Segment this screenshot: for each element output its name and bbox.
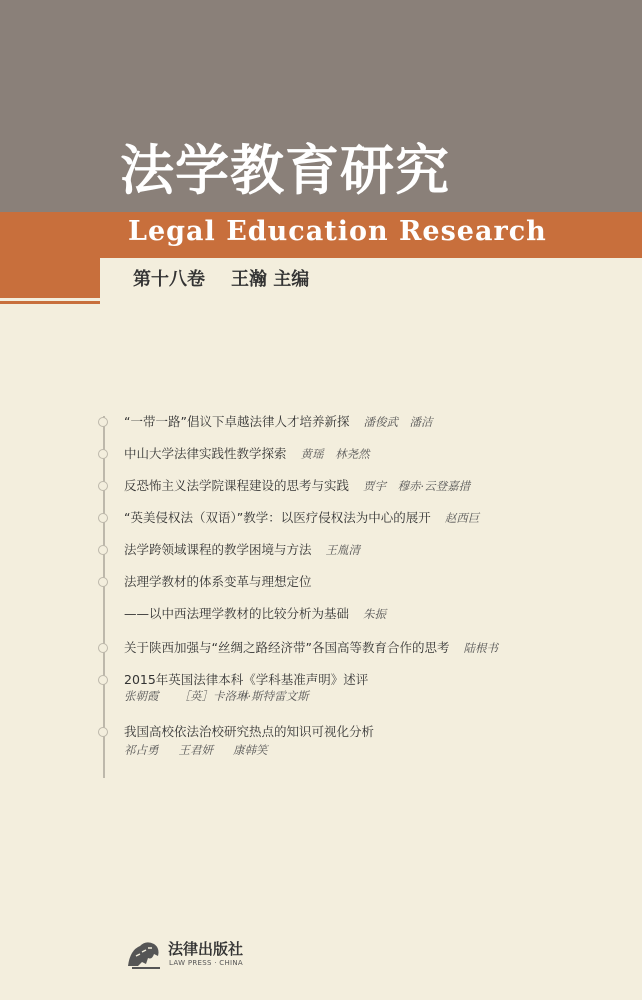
toc-author: 朱振	[363, 607, 387, 621]
toc-author: 陆根书	[463, 641, 498, 655]
toc-author: 赵西巨	[444, 511, 480, 525]
publisher-name-english: LAW PRESS · CHINA	[169, 959, 244, 967]
book-title-chinese: 法学教育研究	[120, 138, 450, 202]
publisher-logo-icon	[124, 936, 164, 972]
toc-bullet-icon	[98, 481, 108, 491]
toc-title: 我国高校依法治校研究热点的知识可视化分析	[124, 724, 375, 739]
toc-author: 黄瑶 林尧然	[300, 447, 370, 461]
toc-title: 法学跨领域课程的教学困境与方法	[124, 542, 312, 557]
toc-subtitle: ——以中西法理学教材的比较分析为基础	[124, 606, 350, 621]
toc-author: 祁占勇	[124, 743, 159, 757]
toc-timeline	[103, 416, 105, 778]
toc-bullet-icon	[98, 577, 108, 587]
toc-author: 王胤清	[325, 543, 361, 557]
toc-author: 康韩笑	[233, 743, 268, 757]
toc-bullet-icon	[98, 513, 108, 523]
publisher-name: 法律出版社	[168, 940, 244, 958]
toc-bullet-icon	[98, 449, 108, 459]
toc-author: 张朝霞	[124, 689, 159, 703]
cover-orange-block	[0, 258, 100, 298]
toc-author: ［英］卡洛琳·斯特雷文斯	[178, 689, 309, 703]
toc-title: 反恐怖主义法学院课程建设的思考与实践	[124, 478, 350, 493]
book-title-english: Legal Education Research	[128, 216, 547, 247]
editor-label: 王瀚 主编	[231, 269, 310, 290]
toc-title: “一带一路”倡议下卓越法律人才培养新探	[124, 414, 350, 429]
toc-title: “英美侵权法（双语）”教学：以医疗侵权法为中心的展开	[124, 510, 431, 525]
toc-bullet-icon	[98, 417, 108, 427]
toc-author-line	[124, 742, 288, 758]
toc-title: 中山大学法律实践性教学探索	[124, 446, 287, 461]
toc-author: 王君妍	[178, 743, 213, 757]
toc-bullet-icon	[98, 675, 108, 685]
toc-bullet-icon	[98, 727, 108, 737]
toc-title: 法理学教材的体系变革与理想定位	[124, 574, 312, 589]
toc-bullet-icon	[98, 643, 108, 653]
toc-bullet-icon	[98, 545, 108, 555]
volume-editor-line	[133, 265, 335, 291]
toc-title: 关于陕西加强与“丝绸之路经济带”各国高等教育合作的思考	[124, 640, 450, 655]
volume-label: 第十八卷	[133, 269, 205, 290]
toc-author-line	[124, 688, 329, 704]
toc-title: 2015年英国法律本科《学科基准声明》述评	[124, 672, 369, 687]
cover-orange-rule	[0, 301, 100, 304]
toc-author: 潘俊武 潘洁	[363, 415, 433, 429]
toc-author: 贾宇 穆赤·云登嘉措	[363, 479, 471, 493]
